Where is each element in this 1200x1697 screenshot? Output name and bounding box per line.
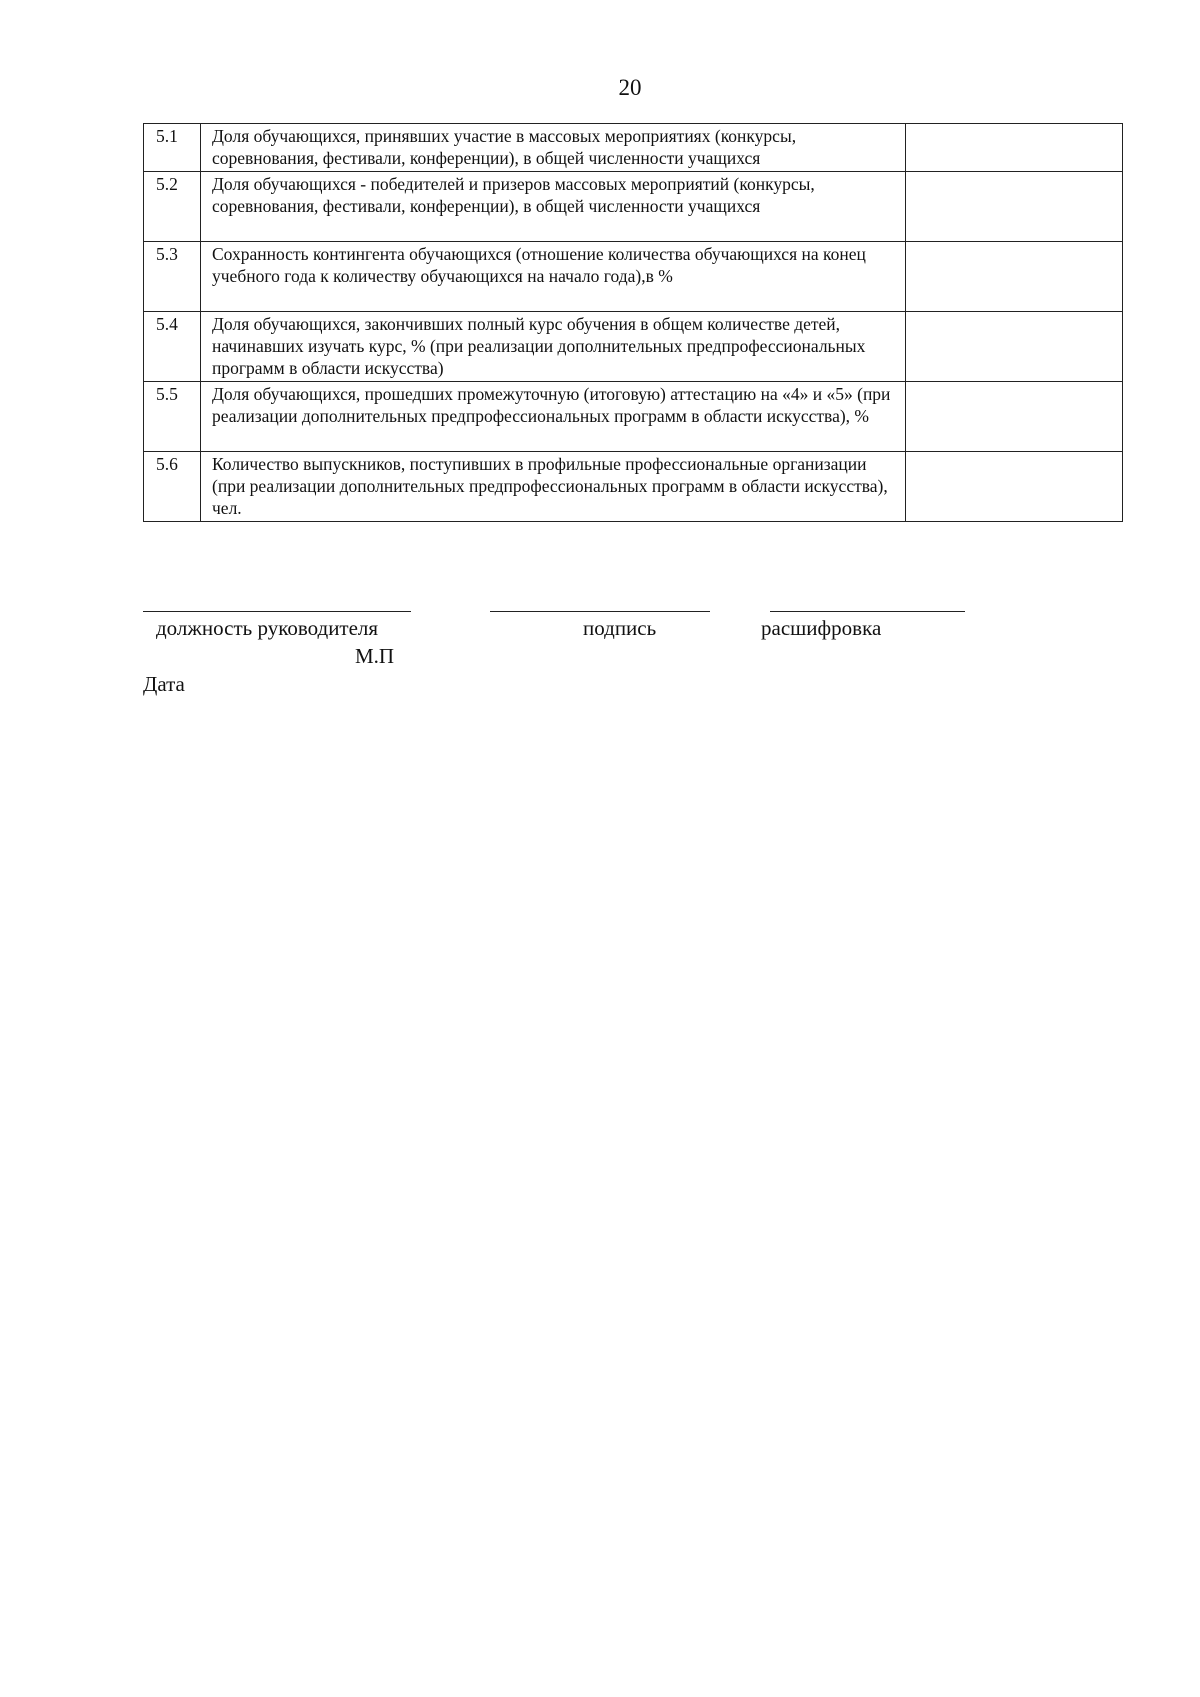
table-row	[144, 312, 1123, 382]
indicator-value-cell[interactable]	[906, 452, 1123, 522]
indicator-value-cell[interactable]	[906, 124, 1123, 172]
transcript-label: расшифровка	[761, 616, 882, 640]
indicator-value-cell[interactable]	[906, 312, 1123, 382]
position-label: должность руководителя	[156, 616, 379, 640]
page-number: 20	[618, 75, 642, 100]
indicator-number: 5.4	[144, 312, 201, 382]
indicator-value-cell[interactable]	[906, 242, 1123, 312]
indicator-text: Количество выпускников, поступивших в профильные профессиональные организации (при реализации дополнительных предпрофессиональных программ в области искусства), чел.	[201, 452, 906, 522]
indicator-value-cell[interactable]	[906, 172, 1123, 242]
indicator-number: 5.6	[144, 452, 201, 522]
table-row	[144, 242, 1123, 312]
table-row	[144, 382, 1123, 452]
indicators-table	[143, 123, 1123, 522]
table-row	[144, 124, 1123, 172]
indicator-number: 5.1	[144, 124, 201, 172]
transcript-signature-line	[770, 611, 965, 612]
indicator-number: 5.3	[144, 242, 201, 312]
indicator-text: Сохранность контингента обучающихся (отношение количества обучающихся на конец учебного года к количеству обучающихся на начало года),в %	[201, 242, 906, 312]
indicator-text: Доля обучающихся, принявших участие в массовых мероприятиях (конкурсы, соревнования, фестивали, конференции), в общей численности учащихся	[201, 124, 906, 172]
indicator-value-cell[interactable]	[906, 382, 1123, 452]
position-signature-line	[143, 611, 411, 612]
signature-label: подпись	[583, 616, 657, 640]
indicator-text: Доля обучающихся, закончивших полный курс обучения в общем количестве детей, начинавших изучать курс, % (при реализации дополнительных предпрофессиональных программ в области искусства)	[201, 312, 906, 382]
stamp-label: М.П	[355, 644, 395, 668]
indicator-text: Доля обучающихся, прошедших промежуточную (итоговую) аттестацию на «4» и «5» (при реализации дополнительных предпрофессиональных программ в области искусства), %	[201, 382, 906, 452]
indicator-number: 5.5	[144, 382, 201, 452]
signature-line	[490, 611, 710, 612]
indicator-text: Доля обучающихся - победителей и призеров массовых мероприятий (конкурсы, соревнования, фестивали, конференции), в общей численности учащихся	[201, 172, 906, 242]
indicator-number: 5.2	[144, 172, 201, 242]
date-label: Дата	[143, 672, 185, 696]
table-row	[144, 172, 1123, 242]
table-row	[144, 452, 1123, 522]
